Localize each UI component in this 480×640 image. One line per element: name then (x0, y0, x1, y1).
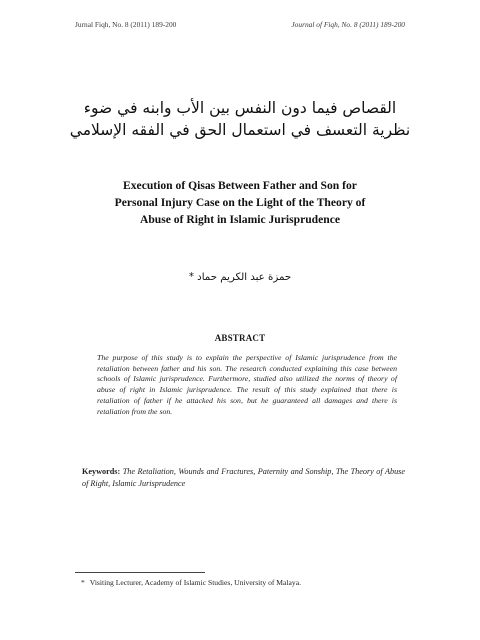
english-title-line-3: Abuse of Right in Islamic Jurisprudence (139, 213, 340, 226)
english-title (90, 177, 390, 228)
abstract-text: The purpose of this study is to explain the perspective of Islamic jurisprudence from the retaliation between father and his son. The research conducted explaining this case between schools of Islamic jurisprudence. Furthermore, studied also utilized the norms of theory of abuse of right in Islamic jurisprudence. The result of this study explained that there is retaliation of father if he attacked his son, but he guaranteed all damages and there is retaliation from the son. (97, 353, 397, 416)
abstract-heading: ABSTRACT (214, 333, 266, 343)
arabic-title-line-1: القصاص فيما دون النفس بين الأب وابنه في ضوء (83, 99, 397, 117)
english-title-line-2: Personal Injury Case on the Light of the Theory of (114, 196, 366, 209)
arabic-title-line-2: نظرية التعسف في استعمال الحق في الفقه الإسلامي (69, 121, 411, 139)
english-title-line-1: Execution of Qisas Between Father and Son for (123, 179, 357, 192)
keywords (82, 466, 405, 491)
arabic-title (60, 97, 420, 141)
author-name: حمزة عبد الكريم حماد * (188, 272, 292, 283)
footnote-divider (75, 572, 205, 573)
keywords-text: The Retaliation, Wounds and Fractures, Paternity and Sonship, The Theory of Abuse of Right, Islamic Jurisprudence (82, 467, 406, 489)
footnote-text: Visiting Lecturer, Academy of Islamic Studies, University of Malaya. (89, 578, 301, 587)
header-left: Jurnal Fiqh, No. 8 (2011) 189-200 (75, 20, 177, 29)
footnote (81, 578, 420, 587)
footnote-mark: * (81, 578, 85, 587)
keywords-label: Keywords: (82, 467, 121, 476)
header-right: Journal of Fiqh, No. 8 (2011) 189-200 (291, 20, 405, 29)
